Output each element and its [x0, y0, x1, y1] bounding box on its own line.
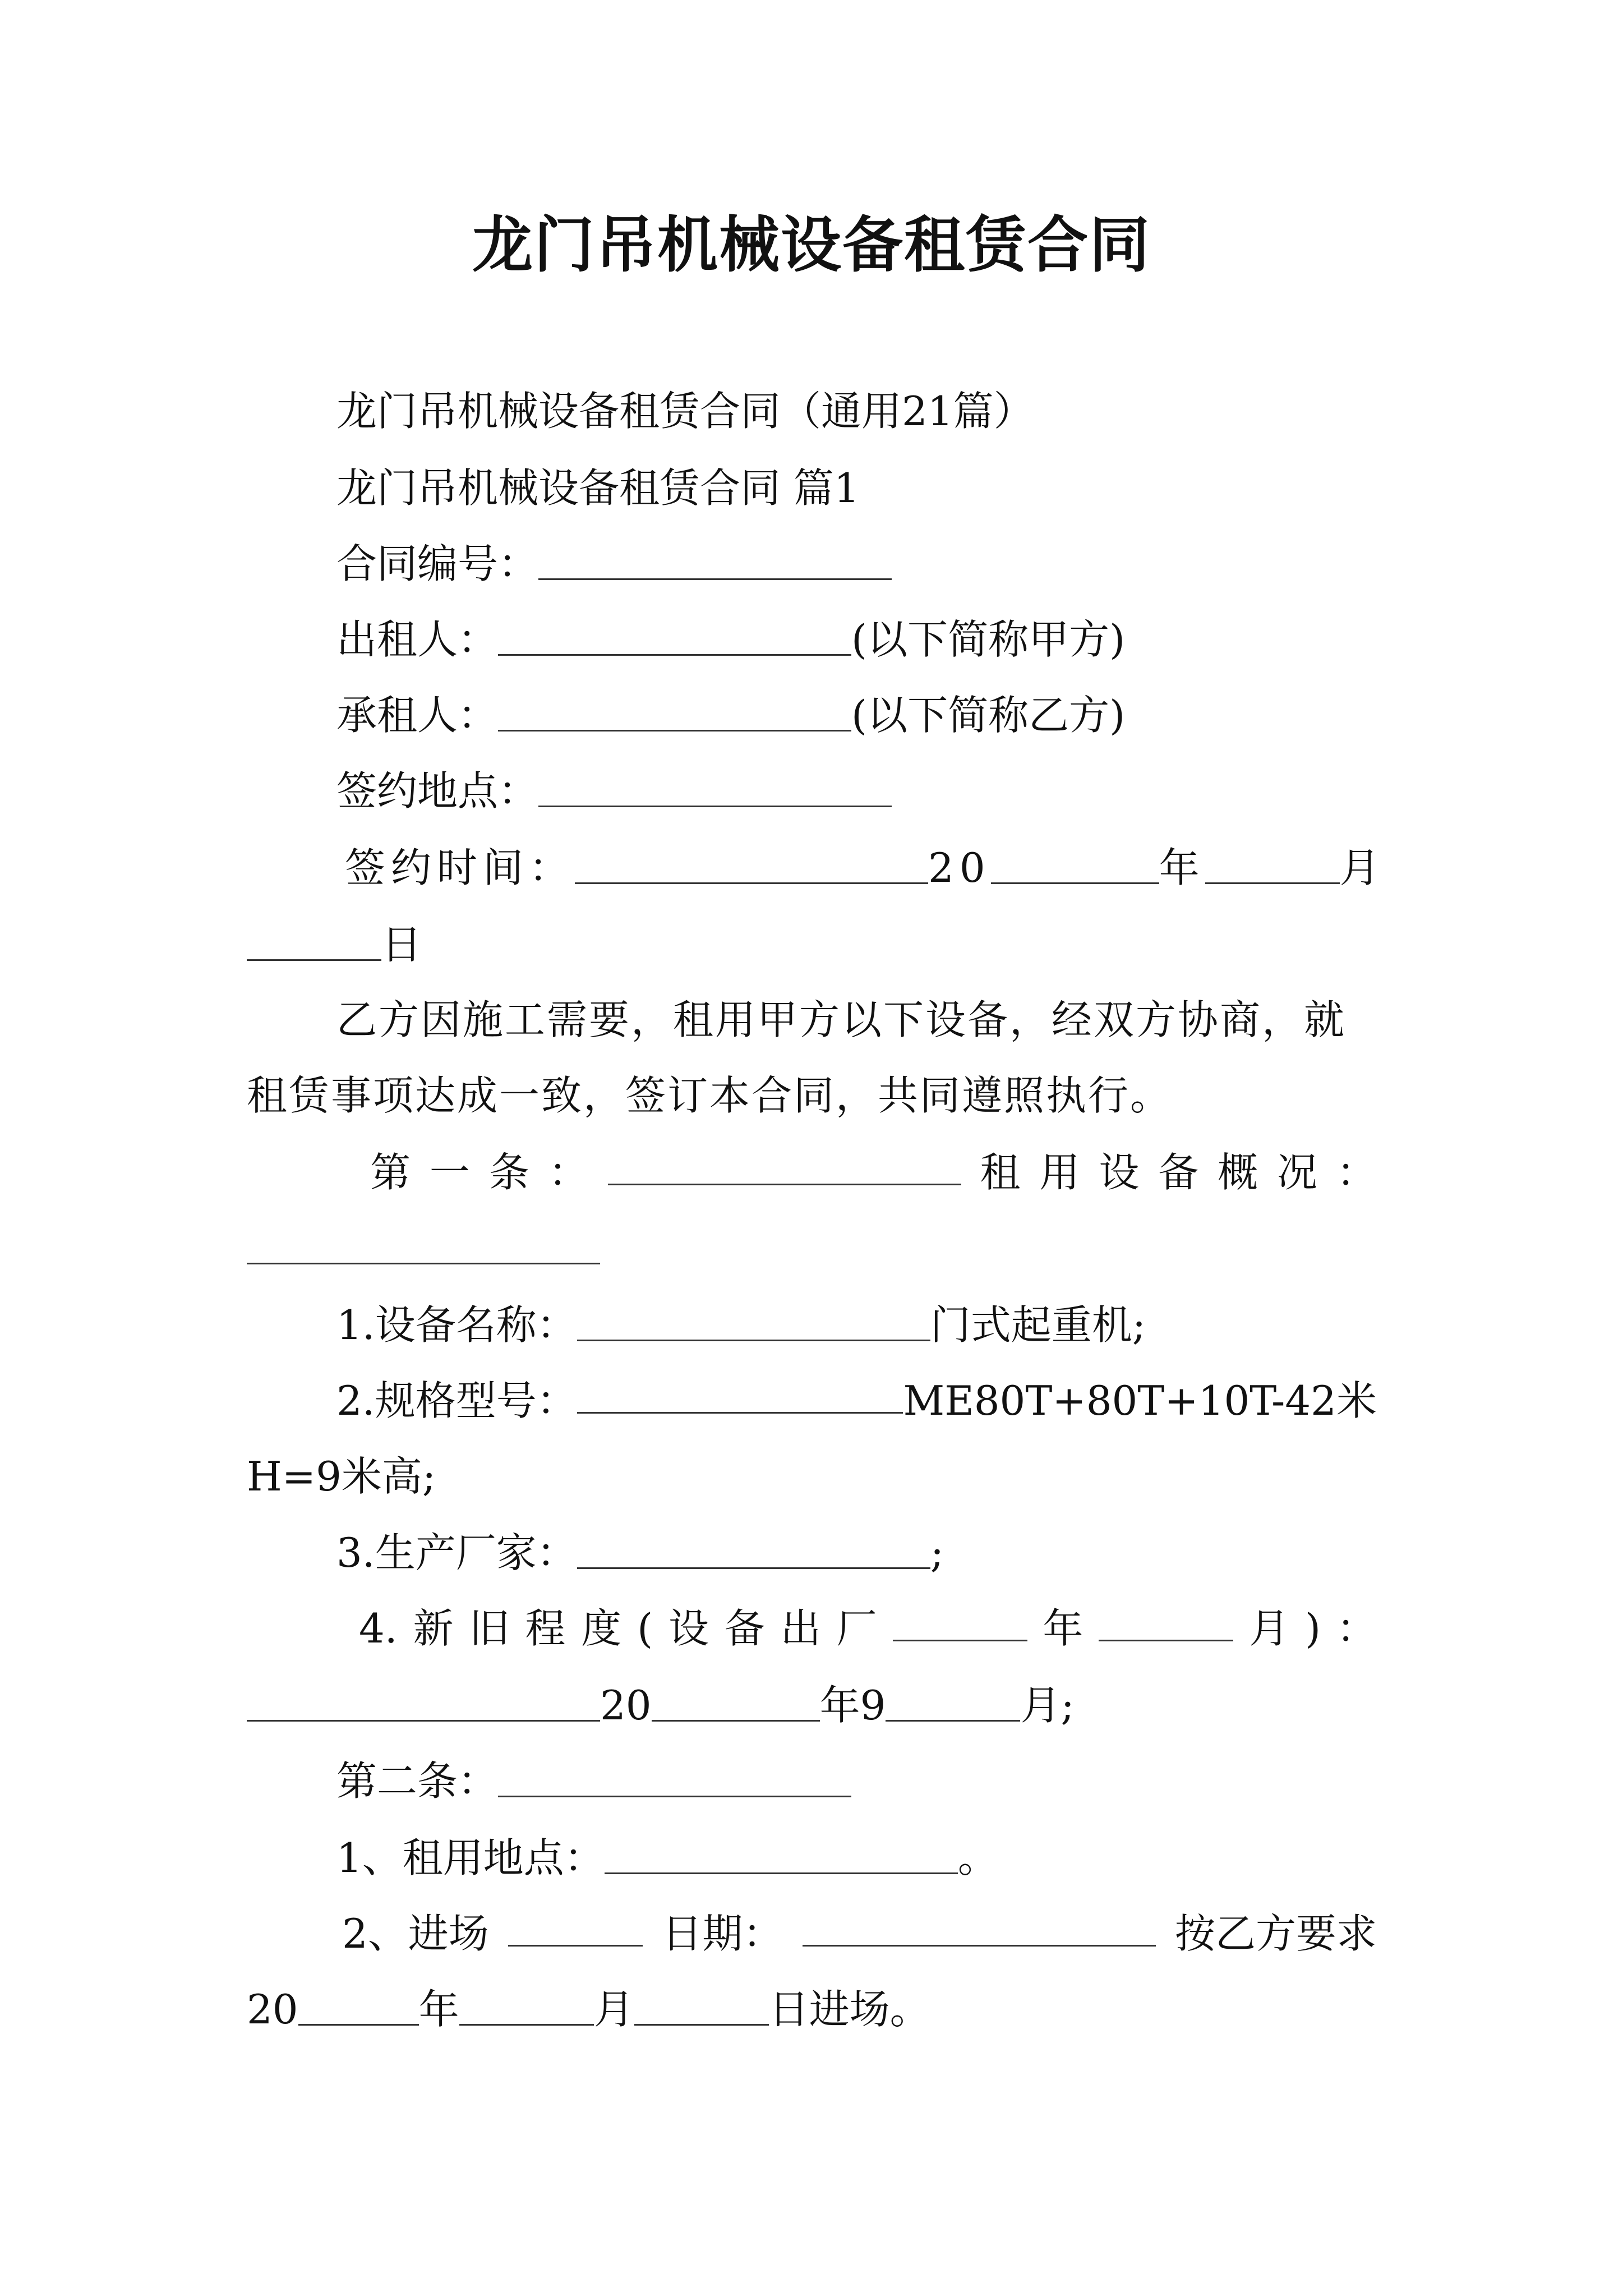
lessor-line [336, 611, 1125, 668]
article2-item1-label: 1、租用地点： [336, 1834, 605, 1881]
item4-colon: ： [1336, 1605, 1377, 1652]
article2-heading [336, 1753, 851, 1809]
item4-cont-20: 20 [600, 1682, 652, 1729]
item4-cont-month: 月; [1020, 1682, 1075, 1729]
article2-item2-line-cont [247, 1981, 930, 2037]
article1-blank-2[interactable] [247, 1223, 600, 1264]
article1-char: 第 [370, 1149, 411, 1196]
article2-label: 第二条： [336, 1757, 499, 1805]
article2-item2-20: 20 [247, 1986, 298, 2033]
contract-number-label: 合同编号： [336, 540, 539, 587]
item1-blank[interactable] [577, 1300, 930, 1341]
lessor-label: 出租人： [336, 616, 499, 663]
sign-time-day-blank[interactable] [247, 920, 381, 961]
item4-char: 4. [359, 1605, 398, 1652]
sign-time-line-cont [247, 917, 422, 973]
item2-value: ME80T+80T+10T-42米 [903, 1377, 1377, 1424]
item4-month-blank[interactable] [1099, 1600, 1233, 1641]
sign-time-year-blank[interactable] [991, 843, 1159, 884]
item1-value: 门式起重机; [930, 1301, 1146, 1349]
sign-time-year: 年 [1159, 844, 1205, 891]
sign-place-label: 签约地点： [336, 767, 539, 815]
lessee-line [336, 687, 1125, 743]
sign-time-month-blank[interactable] [1205, 843, 1340, 884]
article1-char: 用 [1039, 1149, 1080, 1196]
item4-char: 厂 [836, 1605, 877, 1652]
article2-item2-date: 日期： [662, 1910, 783, 1957]
item4-year-blank[interactable] [893, 1600, 1027, 1641]
subtitle: 龙门吊机械设备租赁合同（通用21篇） [336, 388, 1034, 435]
lessee-label: 承租人： [336, 692, 499, 739]
lessee-note: (以下简称乙方) [851, 692, 1126, 739]
article2-item2-year-blank[interactable] [298, 1985, 419, 2026]
article1-heading-cont [247, 1220, 600, 1276]
item4-char: 旧 [469, 1605, 510, 1652]
article2-item2-year: 年 [418, 1986, 459, 2033]
sign-time-line [345, 840, 1386, 896]
item4-cont-year: 年9 [819, 1682, 886, 1729]
article2-item2-month: 月 [593, 1986, 634, 2033]
item4-cont-month-blank[interactable] [886, 1681, 1020, 1722]
article2-item2-req: 按乙方要求 [1174, 1910, 1377, 1957]
lessee-blank[interactable] [498, 691, 851, 731]
article1-char: 概 [1218, 1149, 1258, 1196]
article2-item2-day-blank[interactable] [634, 1985, 769, 2026]
item4-char: 备 [724, 1605, 765, 1652]
item4-char: ( [637, 1605, 653, 1652]
sign-place-blank[interactable] [538, 766, 892, 807]
article1-heading [370, 1144, 1377, 1200]
article1-char: ： [1336, 1149, 1377, 1196]
item4-char: 设 [668, 1605, 709, 1652]
item1-line [336, 1297, 1146, 1353]
sign-time-month: 月 [1339, 844, 1386, 891]
item4-cont-blank[interactable] [247, 1681, 600, 1722]
article1-char: 设 [1099, 1149, 1140, 1196]
document-title: 龙门吊机械设备租赁合同 [472, 210, 1151, 280]
article2-item2-blank-2[interactable] [803, 1906, 1156, 1947]
item4-close: ) [1304, 1605, 1321, 1652]
sign-time-blank[interactable] [575, 843, 928, 884]
item2-blank[interactable] [577, 1373, 903, 1414]
chapter-heading: 龙门吊机械设备租赁合同 篇1 [336, 464, 860, 512]
article2-item2-blank-1[interactable] [508, 1906, 643, 1947]
contract-number-line [336, 536, 892, 592]
article1-char: 况 [1277, 1149, 1318, 1196]
lessor-blank[interactable] [498, 615, 851, 656]
sign-time-day: 日 [381, 921, 422, 968]
intro-line-1: 乙方因施工需要，租用甲方以下设备，经双方协商，就 [336, 996, 1347, 1043]
article2-item2-label: 2、进场 [342, 1910, 489, 1957]
item4-month: 月 [1249, 1605, 1290, 1652]
sign-place-line [336, 763, 892, 819]
item3-end: ; [930, 1529, 944, 1576]
article2-blank[interactable] [498, 1756, 851, 1797]
item4-cont-year-blank[interactable] [652, 1681, 820, 1722]
item4-char: 度 [581, 1605, 622, 1652]
item4-line [359, 1600, 1377, 1657]
item3-line [336, 1525, 944, 1581]
item4-year: 年 [1043, 1605, 1083, 1652]
article2-item1-blank[interactable] [605, 1833, 958, 1874]
article1-char: 租 [980, 1149, 1021, 1196]
item4-char: 新 [413, 1605, 454, 1652]
item3-label: 3.生产厂家： [336, 1529, 577, 1576]
item4-char: 程 [525, 1605, 566, 1652]
item2-line [336, 1373, 1377, 1429]
item1-label: 1.设备名称： [336, 1301, 577, 1349]
article2-item2-month-blank[interactable] [459, 1985, 594, 2026]
article2-item1-end: 。 [957, 1834, 998, 1881]
contract-number-blank[interactable] [538, 539, 892, 580]
item2-line-cont: H=9米高; [247, 1453, 436, 1500]
item4-line-cont [247, 1677, 1075, 1733]
sign-time-label: 签约时间： [345, 844, 575, 891]
article1-blank[interactable] [608, 1144, 961, 1185]
item3-blank[interactable] [577, 1528, 930, 1569]
item2-label: 2.规格型号： [336, 1377, 577, 1424]
lessor-note: (以下简称甲方) [851, 616, 1126, 663]
article1-char: ： [548, 1149, 589, 1196]
article2-item2-line [342, 1906, 1377, 1962]
article2-item2-day: 日进场。 [768, 1986, 930, 2033]
intro-line-2: 租赁事项达成一致，签订本合同，共同遵照执行。 [247, 1072, 1173, 1119]
article1-char: 一 [429, 1149, 470, 1196]
item4-char: 出 [780, 1605, 821, 1652]
sign-time-year-prefix: 20 [928, 844, 991, 891]
article1-char: 条 [488, 1149, 529, 1196]
article1-char: 备 [1158, 1149, 1199, 1196]
article2-item1-line [336, 1830, 998, 1886]
